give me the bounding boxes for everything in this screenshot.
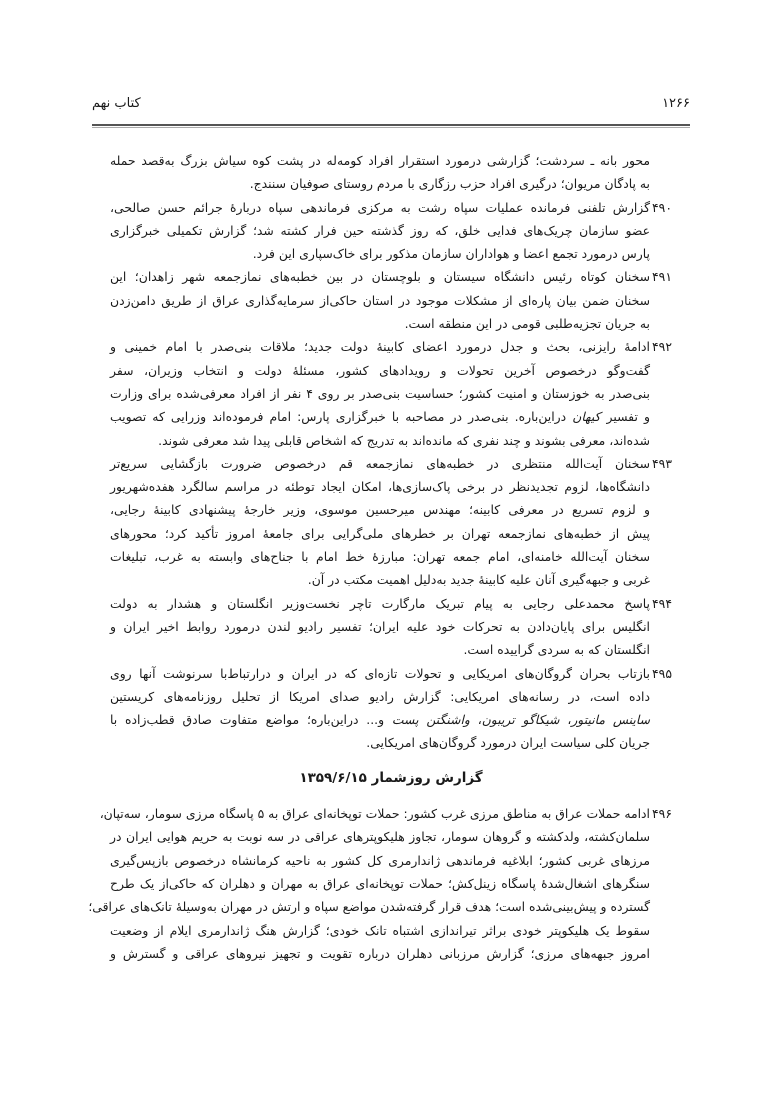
entry-number: ۴۹۰ [652,199,672,215]
document-body [88,149,672,965]
text-line: گزارش تلفنی فرمانده عملیات سپاه رشت به مرکزی فرماندهی سپاه دربارهٔ جرائم حسن صالحی، [110,199,650,215]
text-line: دانشگاه‌ها، لزوم تجدیدنظر در برخی پاک‌سازی‌ها، امکان ایجاد توطئه در مراسم سالگرد هفده‌شهریور [110,479,650,495]
entry-paragraph [110,196,672,266]
text-segment: دراین‌باره. بنی‌صدر در مصاحبه با خبرگزاری پارس: امام فرموده‌اند وزرایی که تصویب [110,409,573,425]
text-line: داده است، در رسانه‌های امریکایی: گزارش رادیو صدای امریکا از تحلیل روزنامه‌های کریستین [110,688,650,704]
text-line: عضو سازمان چریک‌های فدایی خلق، که روز گذشته حین فرار کشته شد؛ گزارش تکمیلی خبرگزاری [110,222,650,238]
text-segment: و تفسیر [600,409,650,425]
entry-number: ۴۹۴ [652,595,672,611]
publication-name: شیکاگو تریبون [481,712,560,728]
text-line: سلمان‌کشته، ولدکشته و گروهان سومار، تجاوز هلیکوپترهای عراقی در سه نوبت به حریم هوایی ایران در [110,829,650,845]
text-line: گفت‌وگو درخصوص آخرین تحولات و رویدادهای کشور، مسئلهٔ دولت و انتخاب وزیران، سفر [110,362,650,378]
text-line: سخنان کوتاه رئیس دانشگاه سیستان و بلوچستان در بین خطبه‌های نمازجمعه شهر زاهدان؛ این [110,269,650,285]
text-line: بنی‌صدر به خوزستان و امنیت کشور؛ حساسیت بنی‌صدر بر روی ۴ نفر از افراد معرفی‌شده برای وزارت [110,385,650,401]
entry-number: ۴۹۱ [652,269,672,285]
text-line: مرزهای غربی کشور؛ ابلاغیه فرماندهی ژاندارمری کل کشور به ناحیه کرمانشاه درخصوص بازپس‌گیری [110,852,650,868]
page-number: ۱۲۶۶ [662,96,690,111]
text-line: پارس درمورد تجمع اعضا و هواداران سازمان مذکور برای خاک‌سپاری این فرد. [252,246,650,262]
text-line: انگلیس برای پایان‌دادن به تحرکات خود علیه ایران؛ تفسیر رادیو لندن درمورد روابط اخیر ایران و [110,618,650,634]
text-line: سخنان آیت‌الله منتظری در خطبه‌های نمازجمعه قم درخصوص ضرورت بازگشایی سریع‌تر [110,455,650,471]
entry-paragraph [110,265,672,335]
text-line: سقوط یک هلیکوپتر خودی براثر تیراندازی اشتباه تانک خودی؛ گزارش هنگ ژاندارمری ایلام از وضعیت [110,922,650,938]
text-line: انگلستان که به سردی گراییده است. [463,642,650,658]
text-line [110,405,672,428]
text-line: غربی و جبهه‌گیری آنان علیه کابینهٔ جدید به‌دلیل اهمیت مکتب در آن. [307,572,650,588]
header-rule [92,124,690,128]
entry-paragraph [88,802,672,965]
text-line: ادامه حملات عراق به مناطق مرزی غرب کشور: حملات توپخانه‌ای عراق به ۵ پاسگاه مرزی سومار، سه‌تپان، [99,806,650,822]
text-line: بازتاب بحران گروگان‌های امریکایی و تحولات تازه‌ای که در ایران و درارتباط‌با سرنوشت آنها روی [110,665,650,681]
entry-paragraph [110,452,672,592]
entry-number: ۴۹۶ [652,806,672,822]
text-line: گسترده و پیش‌بینی‌شده است؛ هدف قرار گرفته‌شدن مواضع سپاه و ارتش در مهران به‌وسیلهٔ تانک‌های عراقی؛ [88,899,650,915]
entry-paragraph [110,149,672,196]
entry-paragraph [110,662,672,755]
text-line: امروز جبهه‌های مرزی؛ گزارش مرزبانی دهلران درباره تقویت و تجهیز نیروهای عراقی و گسترش و [110,945,650,961]
text-line: و لزوم تسریع در معرفی کابینه؛ مهندس میرحسین موسوی، وزیر خارجهٔ پیشنهادی کابینهٔ رجایی، [110,502,650,518]
text-line: به جریان تجزیه‌طلبی قومی در این منطقه است. [404,316,650,332]
text-line: پاسخ محمدعلی رجایی به پیام تبریک مارگارت تاچر نخست‌وزیر انگلستان و هشدار به دولت [110,595,650,611]
text-line: به پادگان مریوان؛ درگیری افراد حزب رزگاری با مردم روستای صوفیان سنندج. [249,176,650,192]
publication-name: ساینس مانیتور [571,712,650,728]
text-line: ادامهٔ رایزنی، بحث و جدل درمورد اعضای کابینهٔ دولت جدید؛ ملاقات بنی‌صدر با امام خمینی و [110,339,650,355]
section-title: گزارش روزشمار ۱۳۵۹/۶/۱۵ [299,769,483,786]
book-title: کتاب نهم [92,96,141,111]
entry-paragraph [110,592,672,662]
text-line: جریان کلی سیاست ایران درمورد گروگان‌های امریکایی. [366,735,650,751]
entry-number: ۴۹۳ [652,455,672,471]
text-line: شده‌اند، معرفی بشوند و چند نفری که مانده‌اند به تدریج که اشخاص قابلی پیدا شد معرفی شوند. [158,432,650,448]
text-line: محور بانه ـ سردشت؛ گزارشی درمورد استقرار افراد کومه‌له در پشت کوه سیاش بزرگ به‌قصد حمله [110,153,650,168]
text-segment: ، [559,712,572,728]
entry-paragraph [110,335,672,451]
publication-name: واشنگتن پست [391,712,470,728]
text-segment: و... دراین‌باره؛ مواضع متفاوت صادق قطب‌زاده با [110,712,392,728]
text-line: سخنان آیت‌الله خامنه‌ای، امام جمعه تهران: مبارزهٔ خط امام با جناح‌های وابسته به غرب، تبلیغات [110,549,650,565]
text-line: سخنان ضمن بیان پاره‌ای از مشکلات موجود در استان حاکی‌از سرمایه‌گذاری عراق از طریق دامن‌زدن [110,292,650,308]
entry-number: ۴۹۵ [652,665,672,681]
text-line: سنگرهای اشغال‌شدهٔ پاسگاه زینل‌کش؛ حملات توپخانه‌ای عراق به مهران و دهلران که حاکی‌از یک طرح [110,875,650,891]
publication-name: کیهان [572,409,601,425]
entry-number: ۴۹۲ [652,339,672,355]
running-header [92,96,690,118]
text-segment: ، [469,712,482,728]
text-line: پیش از خطبه‌های نمازجمعه تهران بر خطرهای ملی‌گرایی برای جامعهٔ امروز تأکید کرد؛ محورهای [110,525,650,541]
text-line [110,708,672,731]
